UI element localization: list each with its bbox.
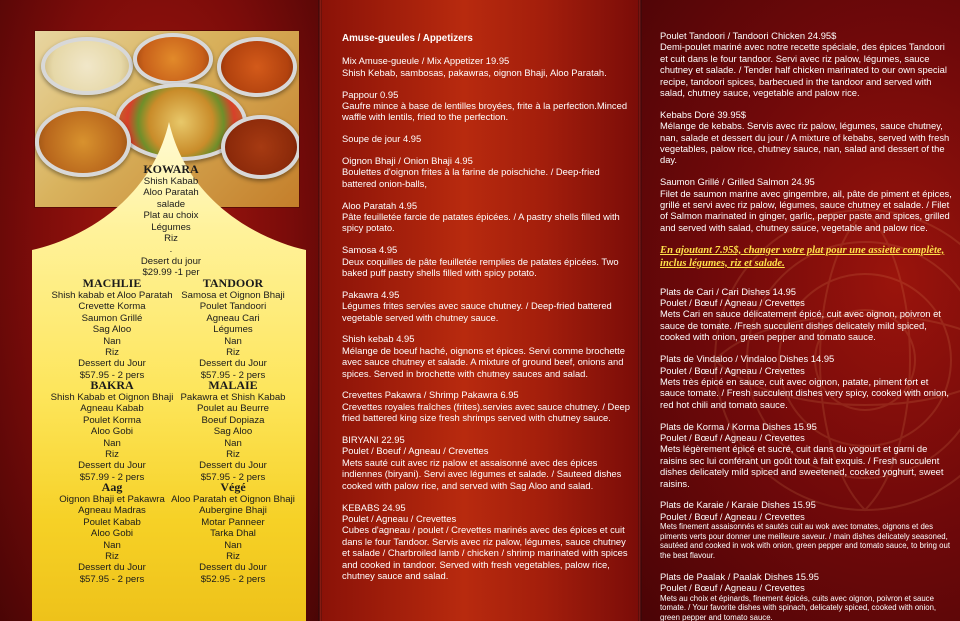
- item-description: Demi-poulet mariné avec notre recette spéciale, des épices Tandoori et cuit dans le four tandoor. Servi avec riz palow, légumes, sauce chutney et salade. / Tender half chicken marinated to our own special recipe, tandoori spices, barbecued in the tandoor and served with salad, chutney sauce, vegetable and palow rice.: [660, 41, 947, 99]
- item-description: Mélange de boeuf haché, oignons et épices. Servi comme brochette avec sauce chutney et salade. A mixture of ground beef, onions and spices. Served in brochette with chutney sauces and salad.: [342, 344, 625, 379]
- item-name: BIRYANI 22.95: [342, 434, 405, 446]
- set-menu-machlie: MACHLIE Shish kabab et Aloo Paratah Crevette Korma Saumon Grillé Sag Aloo Nan Riz Dessert du Jour $57.95 - 2 pers: [42, 276, 182, 381]
- item-name: Plats de Cari / Cari Dishes 14.95: [660, 285, 796, 297]
- menu-item: [342, 502, 632, 582]
- menu-item: [660, 571, 952, 621]
- item-name: Pakawra 4.95: [342, 288, 400, 300]
- menu-item: [342, 155, 632, 189]
- item-name: KEBABS 24.95: [342, 501, 406, 513]
- item-options: Poulet / Bœuf / Agneau / Crevettes: [660, 297, 805, 309]
- item-name: Pappour 0.95: [342, 88, 399, 100]
- item-description: Mets légèrement épicé et sucré, cuit dans du yogourt et garni de raisins sec lui conférant un goût tout à fait exquis. / Fresh succulent dishes delicately mild spiced and sweetened, cooked yoghurt, sweet raisins.: [660, 443, 944, 489]
- menu-item: [342, 333, 632, 379]
- item-name: Aloo Paratah 4.95: [342, 199, 418, 211]
- item-name: Oignon Bhaji / Onion Bhaji 4.95: [342, 155, 473, 167]
- set-menu-title: TANDOOR: [202, 276, 264, 290]
- item-description: Filet de saumon marine avec gingembre, ail, pâte de piment et épices, grillé et servi avec riz palow, légumes, sauce chutney et salade. / Filet of Salmon marinated in ginger, garlic, pepper paste and spices, grilled and served with salad, chutney sauce, vegetable and palow rice.: [660, 187, 952, 233]
- menu-item: [342, 55, 632, 78]
- item-name: Samosa 4.95: [342, 244, 398, 256]
- item-name: Plats de Paalak / Paalak Dishes 15.95: [660, 570, 819, 582]
- panel-fold: [318, 0, 322, 621]
- appetizers-panel: [320, 0, 640, 621]
- item-description: Mélange de kebabs. Servis avec riz palow, légumes, sauce chutney, nan, salade et dessert du jour / A mixture of kebabs, served with fresh vegetables, palow rice, chutney sauce, nan, salad and dessert of the day.: [660, 120, 950, 166]
- promo-note: En ajoutant 7.95$, changer votre plat pour une assiette complète, inclus légumes, riz et salade.: [660, 244, 945, 269]
- menu-item: [660, 353, 952, 410]
- item-description: Légumes frites servies avec sauce chutney. / Deep-fried battered vegetable served with chutney sauce.: [342, 300, 612, 323]
- set-menu-tandoor: TANDOOR Samosa et Oignon Bhaji Poulet Tandoori Agneau Cari Légumes Nan Riz Dessert du Jour $57.95 - 2 pers: [176, 276, 290, 381]
- item-description: Shish Kebab, sambosas, pakawras, oignon Bhaji, Aloo Paratah.: [342, 66, 607, 78]
- item-description: Mets Cari en sauce délicatement épicé, cuit avec oignon, poivron et sauce de tomate. /Fresh succulent dishes delicately mild spiced, cooked with onion, green pepper and tomato sauce.: [660, 308, 941, 343]
- item-name: Saumon Grillé / Grilled Salmon 24.95: [660, 176, 815, 188]
- set-menu-price: $29.99 -1 per: [142, 267, 200, 279]
- menu-item: [660, 421, 952, 489]
- set-menu-price: $57.95 - 2 pers: [200, 471, 266, 483]
- menu-item: [342, 434, 632, 491]
- appetizers-section: [342, 33, 632, 592]
- menu-item: [342, 89, 632, 123]
- item-description: Mets finement assaisonnés et sautés cuit au wok avec tomates, oignons et des piments verts pour donner une meilleure saveur. / main dishes delicately seasoned, sautéed and cooked in wok with onion, green pepper and tomato sauce, to bring out the best flavour.: [660, 522, 950, 560]
- item-name: Plats de Vindaloo / Vindaloo Dishes 14.95: [660, 353, 835, 365]
- item-description: Boulettes d'oignon frites à la farine de poischiche. / Deep-fried battered onion-balls,: [342, 166, 600, 189]
- menu-item: [660, 176, 952, 233]
- section-title: Amuse-gueules / Appetizers: [342, 33, 473, 44]
- set-menu-price: $57.99 - 2 pers: [79, 471, 145, 483]
- item-options: Poulet / Bœuf / Agneau / Crevettes: [660, 582, 805, 594]
- set-menu-price: $52.95 - 2 pers: [200, 573, 266, 585]
- panel-fold: [638, 0, 642, 621]
- menu-item: [342, 200, 632, 234]
- set-menu-bakra: BAKRA Shish Kabab et Oignon Bhaji Agneau Kabab Poulet Korma Aloo Gobi Nan Riz Dessert du Jour $57.99 - 2 pers: [42, 378, 182, 483]
- item-name: Plats de Korma / Korma Dishes 15.95: [660, 420, 817, 432]
- set-menu-kowara: KOWARA Shish Kabab Aloo Paratah salade Plat au choix Légumes Riz . Desert du jour $29.99 -1 per: [96, 162, 246, 279]
- set-menu-vege: Végé Aloo Paratah et Oignon Bhaji Aubergine Bhaji Motar Panneer Tarka Dhal Nan Riz Dessert du Jour $52.95 - 2 pers: [171, 480, 295, 585]
- item-options: Poulet / Boeuf / Agneau / Crevettes: [342, 445, 489, 457]
- menu-item: [660, 109, 952, 166]
- item-name: Plats de Karaie / Karaie Dishes 15.95: [660, 499, 816, 511]
- item-name: Shish kebab 4.95: [342, 333, 415, 345]
- item-name: Soupe de jour 4.95: [342, 133, 422, 145]
- item-options: Poulet / Bœuf / Agneau / Crevettes: [660, 364, 805, 376]
- menu-item: [342, 133, 632, 144]
- set-menu-title: MALAIE: [208, 378, 258, 392]
- menu-item: [660, 30, 952, 98]
- menu-item: [342, 289, 632, 323]
- menu-item: [342, 389, 632, 423]
- set-menu-price: $57.95 - 2 pers: [79, 573, 145, 585]
- set-menu-title: KOWARA: [143, 162, 199, 176]
- set-menu-title: MACHLIE: [82, 276, 142, 290]
- set-menu-title: BAKRA: [90, 378, 134, 392]
- mains-section: [660, 30, 952, 621]
- item-name: Mix Amuse-gueule / Mix Appetizer 19.95: [342, 55, 510, 67]
- set-menu-price: $57.95 - 2 pers: [200, 369, 266, 381]
- set-menu-price: $57.95 - 2 pers: [79, 369, 145, 381]
- item-description: Mets au choix et épinards, finement épicés, cuits avec oignon, poivron et sauce tomate. / Your favorite dishes with spinach, delicately spiced, cooked with onion, green pepper and tomato sauce.: [660, 593, 937, 621]
- item-options: Poulet / Agneau / Crevettes: [342, 512, 457, 524]
- set-menu-malaie: MALAIE Pakawra et Shish Kabab Poulet au Beurre Boeuf Dopiaza Sag Aloo Nan Riz Dessert du Jour $57.95 - 2 pers: [176, 378, 290, 483]
- item-description: Mets sauté cuit avec riz palow et assaisonné avec des épices indiennes (biryani). Servi avec légumes et salade. / Sauteed dishes cooked with palow rice, and served with Sag Aloo and salad.: [342, 456, 622, 491]
- set-menu-title: Végé: [220, 480, 246, 494]
- set-menus-panel: [0, 0, 320, 621]
- item-description: Gaufre mince à base de lentilles broyées, frite à la perfection.Minced waffle with lentils, fried to the perfection.: [342, 100, 628, 123]
- item-description: Deux coquilles de pâte feuilletée remplies de patates épicées. Two baked puff pastry shells filled with spicy potato.: [342, 255, 619, 279]
- item-name: Poulet Tandoori / Tandoori Chicken 24.95$: [660, 30, 837, 41]
- menu-item: [342, 244, 632, 278]
- item-description: Mets très épicé en sauce, cuit avec oignon, patate, piment fort et sauce tomate. / Fresh succulent dishes very spicy, cooked with onion, red hot chili and tomato sauce.: [660, 375, 950, 410]
- set-menu-title: Aag: [101, 480, 123, 494]
- item-name: Kebabs Doré 39.95$: [660, 108, 747, 120]
- mains-panel: [640, 0, 960, 621]
- set-menu-aag: Aag Oignon Bhaji et Pakawra Agneau Madras Poulet Kabab Aloo Gobi Nan Riz Dessert du Jour $57.95 - 2 pers: [42, 480, 182, 585]
- item-options: Poulet / Bœuf / Agneau / Crevettes: [660, 431, 805, 443]
- menu-item: [660, 499, 952, 560]
- item-description: Pâte feuilletée farcie de patates épicées. / A pastry shells filled with spicy potato.: [342, 211, 620, 234]
- item-name: Crevettes Pakawra / Shrimp Pakawra 6.95: [342, 389, 519, 401]
- item-description: Crevettes royales fraîches (frites).servies avec sauce chutney. / Deep fried battered king size fresh shrimps served with chutney sauce.: [342, 400, 630, 424]
- item-description: Cubes d'agneau / poulet / Crevettes marinés avec des épices et cuit dans le four Tandoor. Servis avec riz palow, légumes, sauce chutney et salade / Charbroiled lamb / chicken / shrimp marinated with spices and cooked in tandoor. Served with fresh vegetables, palow rice, chutney sauce and salad.: [342, 524, 628, 581]
- item-options: Poulet / Bœuf / Agneau / Crevettes: [660, 510, 805, 522]
- menu-item: [660, 286, 952, 343]
